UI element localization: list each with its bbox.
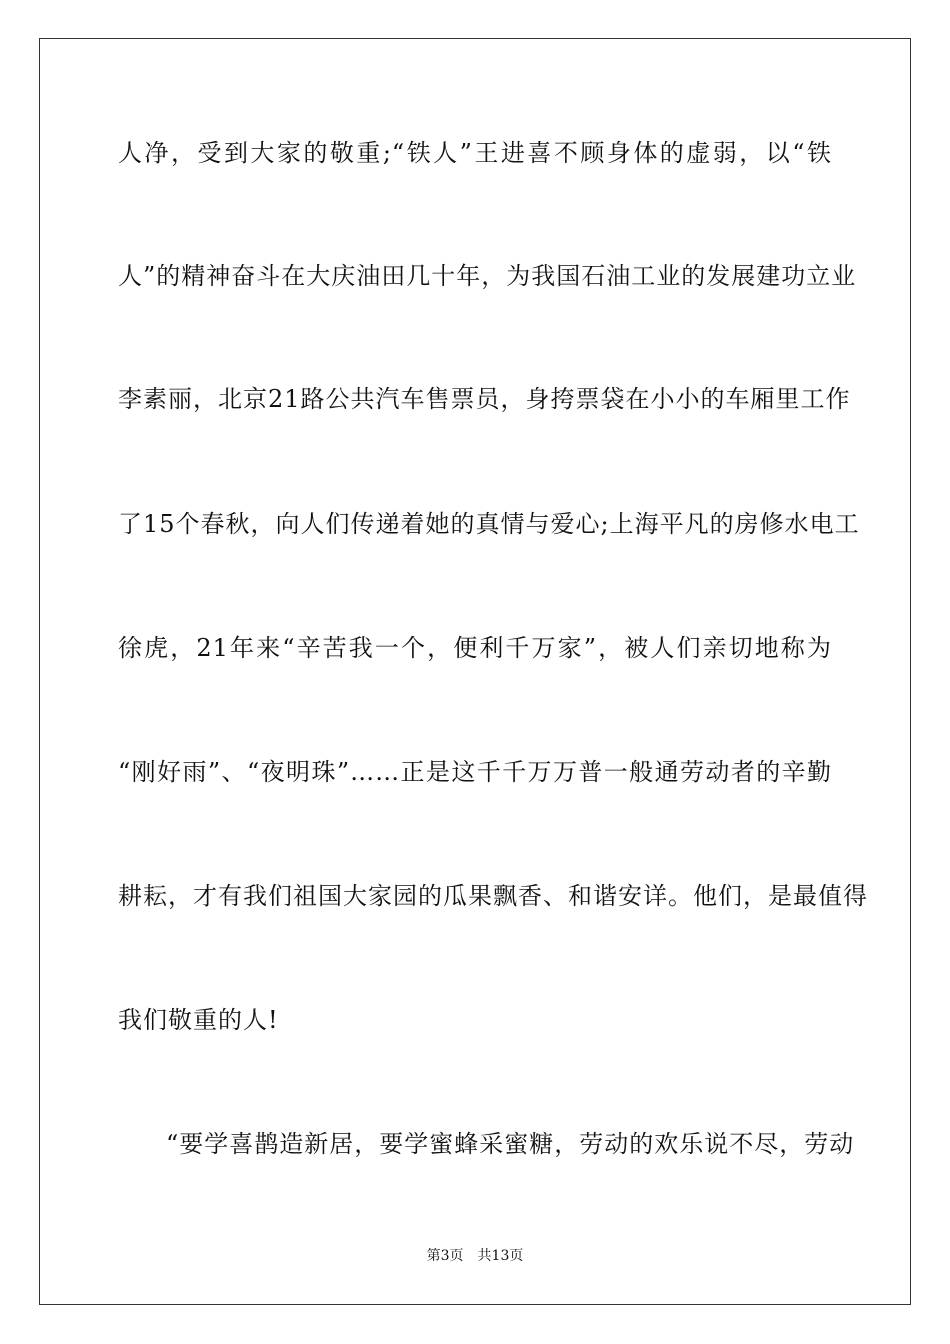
page-footer xyxy=(0,1247,950,1265)
text-line-7: 耕耘，才有我们祖国大家园的瓜果飘香、和谐安详。他们，是最值得 xyxy=(118,882,868,910)
text-line-5: 徐虎，21年来“辛苦我一个，便利千万家”，被人们亲切地称为 xyxy=(118,634,832,662)
text-line-6: “刚好雨”、“夜明珠”……正是这千千万万普一般通劳动者的辛勤 xyxy=(118,758,832,786)
page-total: 共13页 xyxy=(477,1248,524,1264)
page-frame xyxy=(39,38,911,1305)
text-line-1: 人净，受到大家的敬重;“铁人”王进喜不顾身体的虚弱，以“铁 xyxy=(118,139,832,167)
text-line-4: 了15个春秋，向人们传递着她的真情与爱心;上海平凡的房修水电工 xyxy=(118,510,860,538)
text-line-9: “要学喜鹊造新居，要学蜜蜂采蜜糖，劳动的欢乐说不尽，劳动 xyxy=(166,1130,855,1158)
text-line-3: 李素丽，北京21路公共汽车售票员，身挎票袋在小小的车厢里工作 xyxy=(118,385,851,413)
page-number: 第3页 xyxy=(426,1248,464,1264)
text-line-8: 我们敬重的人! xyxy=(118,1006,279,1034)
text-line-2: 人”的精神奋斗在大庆油田几十年，为我国石油工业的发展建功立业 xyxy=(118,262,857,290)
